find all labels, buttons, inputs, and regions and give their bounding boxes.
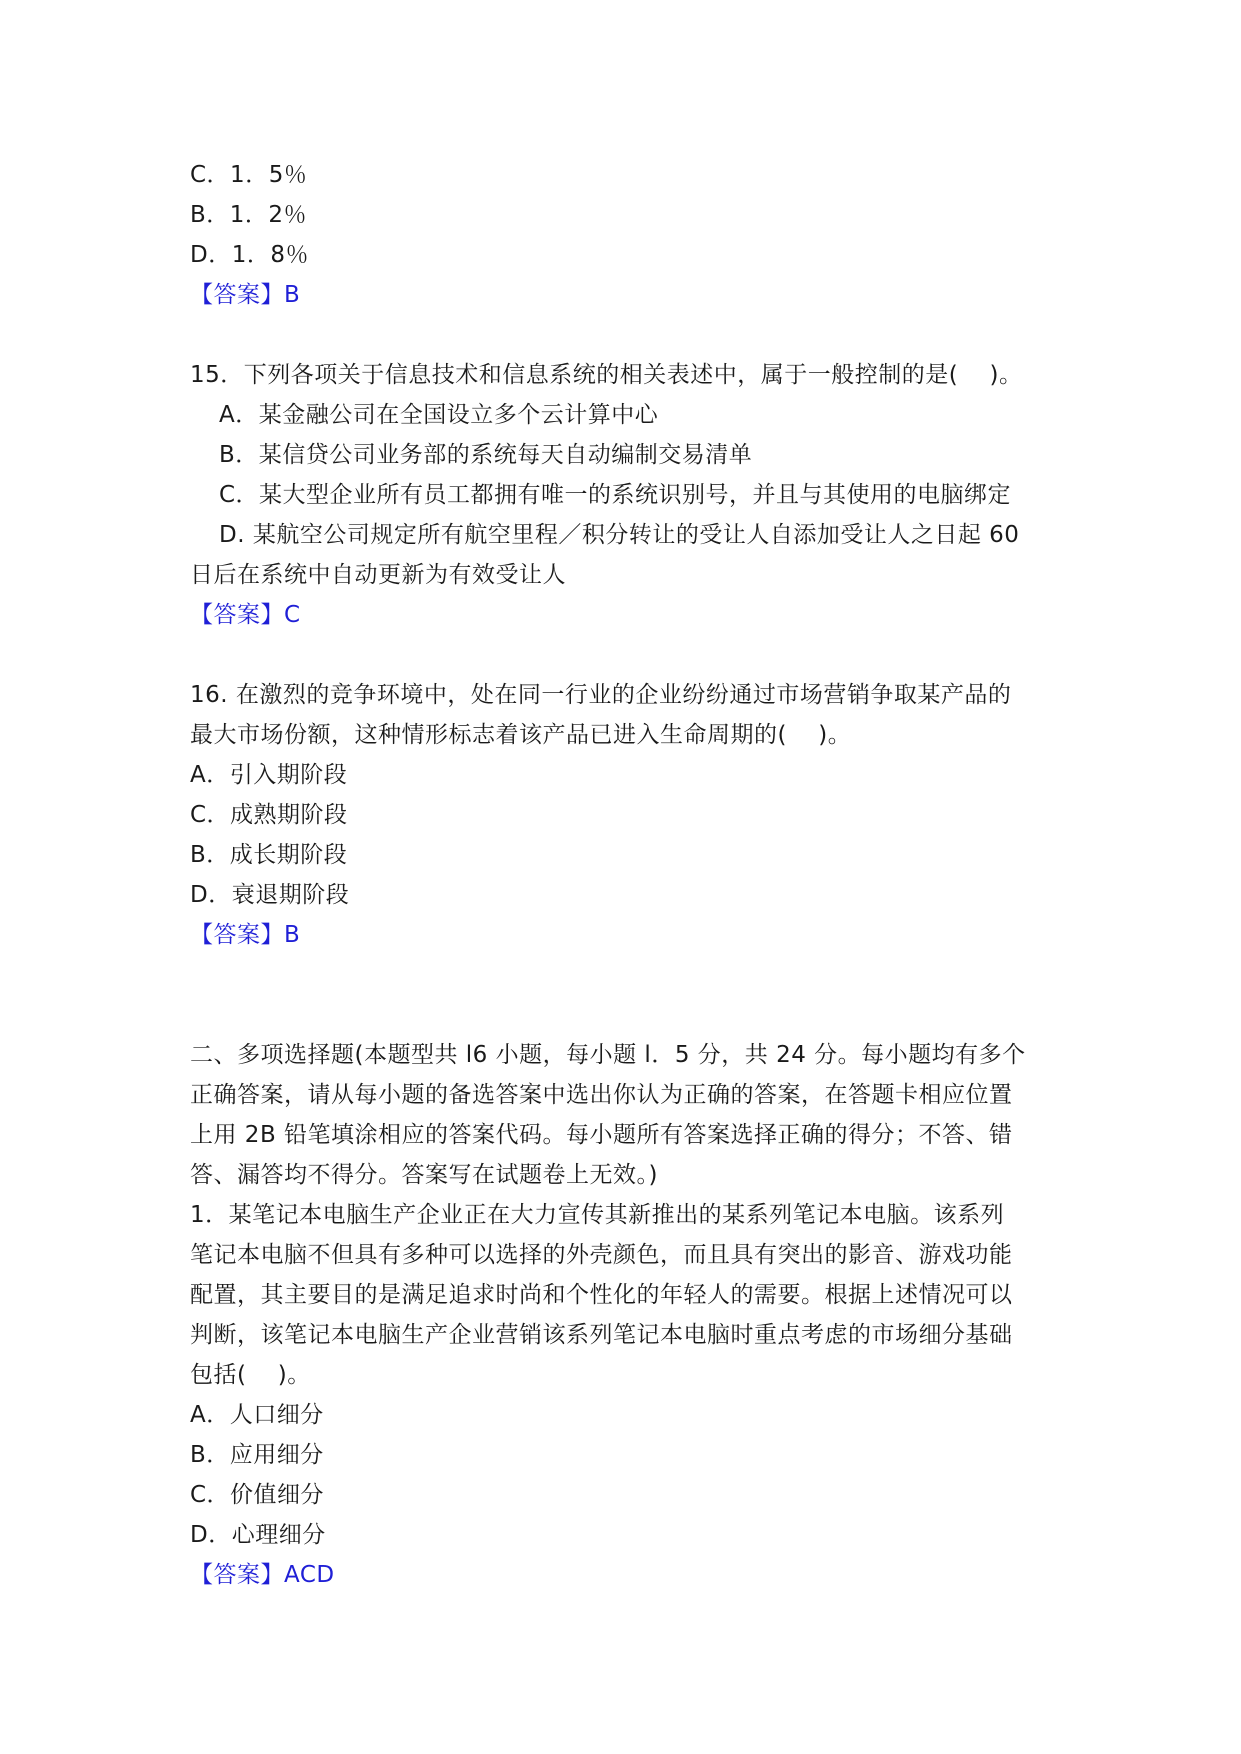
- q16-answer: 【答案】B: [190, 922, 301, 948]
- q15-option-a: A．某金融公司在全国设立多个云计算中心: [219, 402, 659, 428]
- s2-q1-answer: 【答案】ACD: [190, 1562, 335, 1588]
- s2-q1-option-b: B．应用细分: [190, 1442, 324, 1468]
- section2-intro-line-4: 答、漏答均不得分。答案写在试题卷上无效。): [190, 1162, 658, 1188]
- s2-q1-stem-line-2: 笔记本电脑不但具有多种可以选择的外壳颜色，而且具有突出的影音、游戏功能: [190, 1242, 1013, 1268]
- q16-option-c: C．成熟期阶段: [190, 802, 348, 828]
- prev-option-b: B．1．2％: [190, 202, 308, 228]
- prev-option-c: C．1．5％: [190, 162, 308, 188]
- section2-intro-line-2: 正确答案，请从每小题的备选答案中选出你认为正确的答案，在答题卡相应位置: [190, 1082, 1013, 1108]
- prev-answer: 【答案】B: [190, 282, 301, 308]
- s2-q1-stem-line-1: 1．某笔记本电脑生产企业正在大力宣传其新推出的某系列笔记本电脑。该系列: [190, 1202, 1005, 1228]
- q15-option-b: B．某信贷公司业务部的系统每天自动编制交易清单: [219, 442, 753, 468]
- prev-option-d: D．1．8％: [190, 242, 309, 268]
- s2-q1-option-d: D．心理细分: [190, 1522, 326, 1548]
- q16-option-d: D．衰退期阶段: [190, 882, 350, 908]
- section2-intro-line-3: 上用 2B 铅笔填涂相应的答案代码。每小题所有答案选择正确的得分；不答、错: [190, 1122, 1013, 1148]
- s2-q1-option-a: A．人口细分: [190, 1402, 324, 1428]
- q16-option-a: A．引入期阶段: [190, 762, 348, 788]
- s2-q1-option-c: C．价值细分: [190, 1482, 325, 1508]
- q16-stem-line-2: 最大市场份额，这种情形标志着该产品已进入生命周期的( )。: [190, 722, 852, 748]
- q15-answer: 【答案】C: [190, 602, 301, 628]
- q16-stem-line-1: 16. 在激烈的竞争环境中，处在同一行业的企业纷纷通过市场营销争取某产品的: [190, 682, 1012, 708]
- q15-option-c: C．某大型企业所有员工都拥有唯一的系统识别号，并且与其使用的电脑绑定: [219, 482, 1012, 508]
- q15-option-d: D. 某航空公司规定所有航空里程／积分转让的受让人自添加受让人之日起 60: [219, 522, 1020, 548]
- q16-option-b: B．成长期阶段: [190, 842, 348, 868]
- q15-stem: 15．下列各项关于信息技术和信息系统的相关表述中，属于一般控制的是( )。: [190, 362, 1023, 388]
- q15-option-d-continuation: 日后在系统中自动更新为有效受让人: [190, 562, 566, 588]
- s2-q1-stem-line-5: 包括( )。: [190, 1362, 311, 1388]
- s2-q1-stem-line-3: 配置，其主要目的是满足追求时尚和个性化的年轻人的需要。根据上述情况可以: [190, 1282, 1013, 1308]
- section2-intro-line-1: 二、多项选择题(本题型共 l6 小题，每小题 l．5 分，共 24 分。每小题均有多个: [190, 1042, 1026, 1068]
- s2-q1-stem-line-4: 判断，该笔记本电脑生产企业营销该系列笔记本电脑时重点考虑的市场细分基础: [190, 1322, 1013, 1348]
